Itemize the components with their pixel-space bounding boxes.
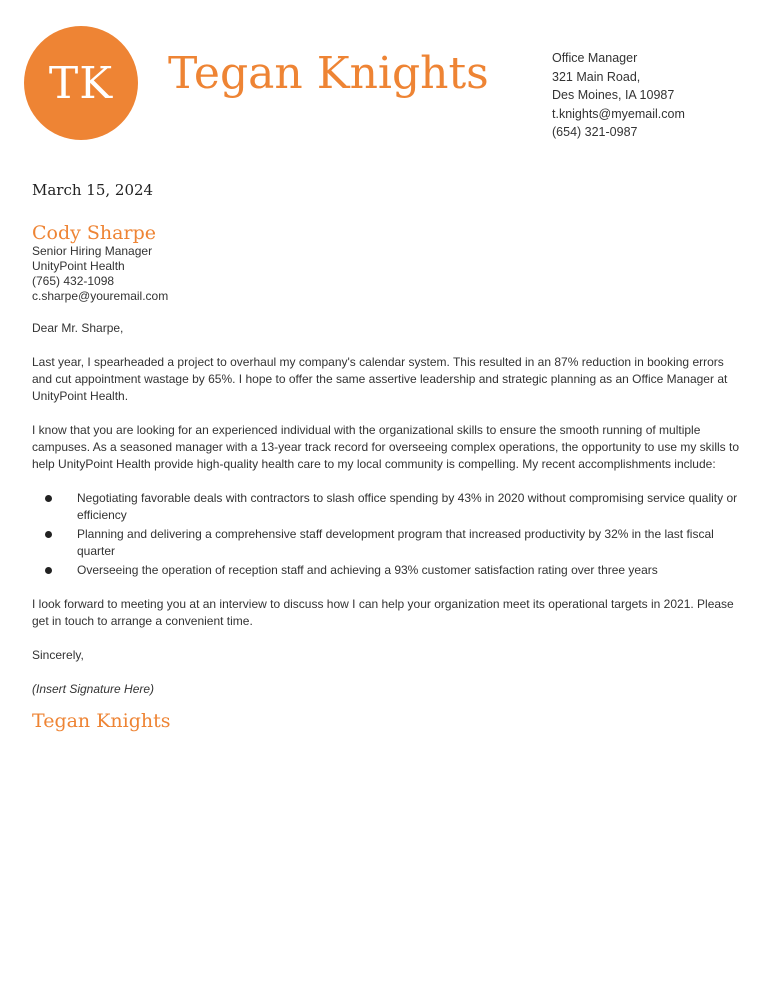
bullet-dot-icon bbox=[45, 531, 52, 538]
bullet-text: Overseeing the operation of reception staff and achieving a 93% customer satisfaction rating over three years bbox=[77, 563, 658, 577]
recipient-email: c.sharpe@youremail.com bbox=[32, 289, 169, 303]
bullet-dot-icon bbox=[45, 567, 52, 574]
list-item bbox=[32, 526, 742, 560]
sender-phone: (654) 321-0987 bbox=[552, 125, 638, 139]
bullet-dot-icon bbox=[45, 495, 52, 502]
salutation: Dear Mr. Sharpe, bbox=[32, 321, 124, 335]
sender-contact-block bbox=[552, 49, 752, 142]
paragraph-closing: I look forward to meeting you at an interview to discuss how I can help your organization meet its operational targets in 2021. Please get in touch to arrange a convenient time. bbox=[32, 597, 734, 628]
sender-name-heading: Tegan Knights bbox=[168, 48, 489, 99]
list-item bbox=[32, 562, 742, 579]
paragraph-intro: Last year, I spearheaded a project to overhaul my company's calendar system. This resulted in an 87% reduction in booking errors and cut appointment wastage by 65%. I hope to offer the same assertive leadership and strategic planning as an Office Manager at UnityPoint Health. bbox=[32, 355, 728, 403]
recipient-phone: (765) 432-1098 bbox=[32, 274, 115, 288]
recipient-info-block bbox=[32, 244, 168, 304]
closing-sender-name: Tegan Knights bbox=[32, 710, 171, 732]
sender-address-line2: Des Moines, IA 10987 bbox=[552, 88, 675, 102]
sender-job-title: Office Manager bbox=[552, 51, 638, 65]
recipient-name: Cody Sharpe bbox=[32, 222, 156, 244]
bullet-text: Negotiating favorable deals with contractors to slash office spending by 43% in 2020 without compromising service quality or efficiency bbox=[77, 491, 738, 522]
monogram-badge bbox=[24, 26, 138, 140]
recipient-company: UnityPoint Health bbox=[32, 259, 125, 273]
sender-address-line1: 321 Main Road, bbox=[552, 69, 641, 84]
sender-email: t.knights@myemail.com bbox=[552, 106, 685, 121]
bullet-text: Planning and delivering a comprehensive staff development program that increased productivity by 32% in the last fiscal quarter bbox=[77, 527, 714, 558]
closing-phrase: Sincerely, bbox=[32, 648, 84, 662]
recipient-title: Senior Hiring Manager bbox=[32, 244, 153, 258]
letter-date: March 15, 2024 bbox=[32, 181, 154, 199]
letter-body bbox=[32, 320, 742, 730]
signature-placeholder: (Insert Signature Here) bbox=[32, 682, 155, 696]
list-item bbox=[32, 490, 742, 524]
accomplishments-list bbox=[32, 490, 742, 579]
monogram-initials: TK bbox=[48, 57, 114, 109]
paragraph-experience: I know that you are looking for an experienced individual with the organizational skills to ensure the smooth running of multiple campuses. As a seasoned manager with a 13-year track record for overseeing complex operations, the opportunity to use my skills to help UnityPoint Health provide high-quality health care to my local community is compelling. My recent accomplishments include: bbox=[32, 423, 740, 471]
